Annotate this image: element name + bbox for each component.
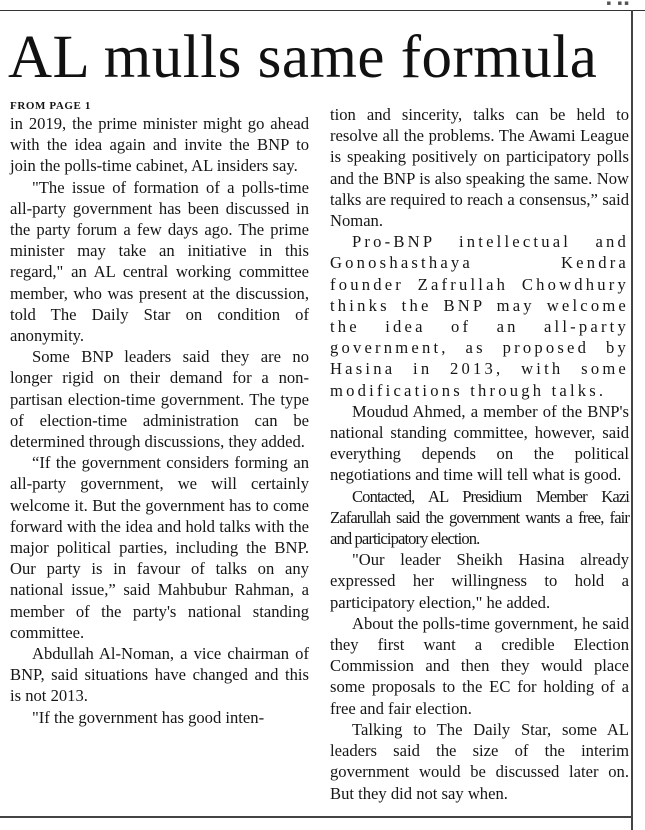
top-page-strip — [0, 0, 645, 11]
paragraph: in 2019, the prime minister might go ahead with the idea again and invite the BNP to join the polls-time cabinet, AL insiders say. — [10, 114, 309, 176]
right-column-rule — [631, 10, 633, 830]
paragraph: tion and sincerity, talks can be held to resolve all the problems. The Awami League is speaking positively on participatory polls and the BNP is also speaking the same. Now talks are required to reach a consensus,” said Noman. — [330, 105, 629, 231]
paragraph: “If the government considers forming an all-party government, we will certainly welcome it. But the government has to come forward with the idea and hold talks with the major political parties, including the BNP. Our party is in favour of talks on any national issue,” said Mahbubur Rahman, a member of the party's national standing committee. — [10, 453, 309, 642]
paragraph: About the polls-time government, he said they first want a credible Election Commission and then they would place some proposals to the EC for holding of a free and fair election. — [330, 613, 629, 718]
paragraph: Some BNP leaders said they are no longer rigid on their demand for a non-partisan election-time government. The type of election-time administration can be determined through discussions, they added. — [10, 347, 309, 452]
paragraph: "The issue of formation of a polls-time all-party government has been discussed in the party forum a few days ago. The prime minister may take an initiative in this regard," an AL central working committee member, who was present at the discussion, told The Daily Star on condition of anonymity. — [10, 177, 309, 346]
top-strip-marks: ▪ ▪▪ — [606, 0, 631, 7]
bottom-rule — [0, 816, 633, 818]
paragraph: Pro-BNP intellectual and Gonoshasthaya Kendra founder Zafrullah Chowdhury thinks the BNP may welcome the idea of an all-party government, as proposed by Hasina in 2013, with some modifications through talks. — [330, 232, 629, 400]
paragraph: Moudud Ahmed, a member of the BNP's national standing committee, however, said everything depends on the political negotiations and time will tell what is good. — [330, 401, 629, 485]
headline: AL mulls same formula — [8, 24, 598, 91]
paragraph: Contacted, AL Presidium Member Kazi Zafarullah said the government wants a free, fair and participatory election. — [330, 486, 629, 549]
paragraph: "Our leader Sheikh Hasina already expressed her willingness to hold a participatory election," he added. — [330, 550, 629, 612]
paragraph: Talking to The Daily Star, some AL leaders said the size of the interim government would be discussed later on. But they did not say when. — [330, 719, 629, 803]
kicker-from-page: FROM PAGE 1 — [10, 100, 91, 112]
paragraph: Abdullah Al-Noman, a vice chairman of BNP, said situations have changed and this is not 2013. — [10, 644, 309, 706]
paragraph: "If the government has good inten- — [32, 707, 265, 727]
article-column-2 — [330, 104, 629, 804]
article-column-1 — [10, 100, 309, 728]
